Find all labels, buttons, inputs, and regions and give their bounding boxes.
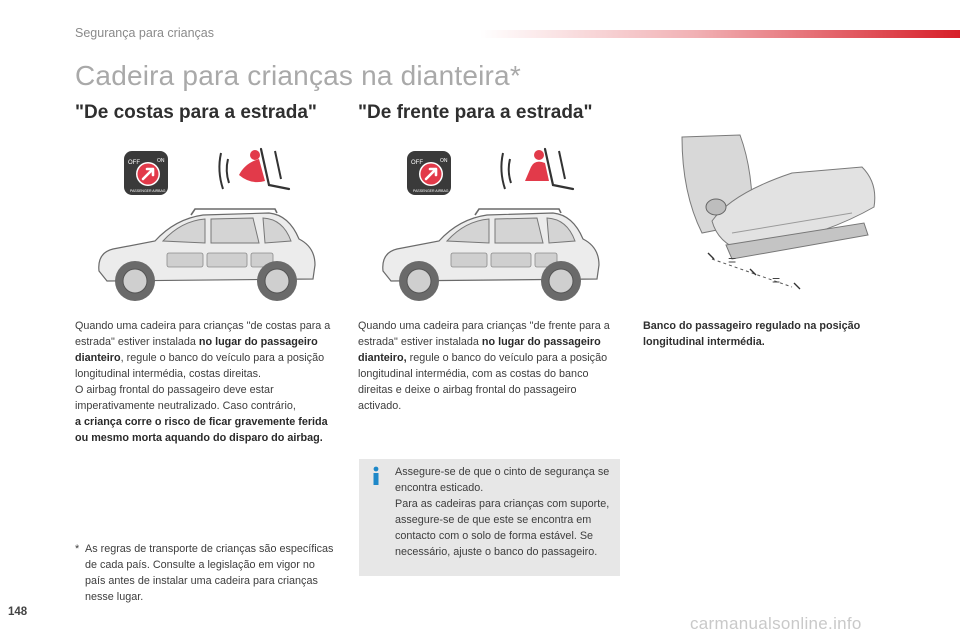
airbag-warning-text: O airbag frontal do passageiro deve estar imperativamente neutralizado. Caso contrário, — [75, 384, 296, 412]
heading-rear-facing: "De costas para a estrada" — [75, 102, 317, 123]
rear-facing-text-end: , regule o banco do veículo para a posição longitudinal intermédia, costas direitas. — [75, 352, 325, 380]
badge-off-label: OFF — [128, 160, 140, 166]
footnote-mark: * — [75, 543, 80, 555]
info-text-2: Para as cadeiras para crianças com suporte, assegure-se de que este se encontra em contacto com o solo de forma estável. Se necessário, ajuste o banco do passageiro. — [395, 498, 610, 558]
footnote — [75, 541, 337, 605]
info-icon — [369, 466, 383, 486]
forward-facing-paragraph — [358, 318, 620, 414]
seat-mark-equal-1: = — [728, 252, 737, 268]
forward-facing-text-end: regule o banco do veículo para a posição longitudinal intermédia, com as costas do banco direitas e deixe o airbag frontal do passageiro activado. — [358, 352, 608, 412]
forward-facing-seat-icon — [497, 145, 577, 197]
passenger-seat-illustration — [672, 133, 882, 293]
heading-forward-facing: "De frente para a estrada" — [358, 102, 593, 123]
rear-facing-text: Quando uma cadeira para crianças "de costas para a estrada" estiver instalada — [75, 320, 331, 348]
seat-mark-equal-2: = — [772, 272, 781, 288]
airbag-on-badge — [407, 151, 451, 195]
seat-caption: Banco do passageiro regulado na posição longitudinal intermédia. — [643, 320, 861, 348]
footnote-text: As regras de transporte de crianças são específicas de cada país. Consulte a legislação em vigor no país antes de instalar uma cadeira para crianças nesse lugar. — [85, 543, 334, 603]
badge-on-label: ON — [440, 158, 448, 164]
forward-facing-bold: no lugar do passageiro dianteiro, — [358, 336, 601, 364]
car-illustration-middle — [377, 205, 605, 305]
watermark: carmanualsonline.info — [690, 614, 862, 633]
rear-facing-paragraph — [75, 318, 337, 446]
airbag-warning-bold: a criança corre o risco de ficar gravemente ferida ou mesmo morta aquando do disparo do airbag. — [75, 416, 328, 444]
info-text-1: Assegure-se de que o cinto de segurança se encontra esticado. — [395, 466, 610, 494]
badge-airbag-label: PASSENGER AIRBAG — [413, 189, 449, 193]
header-accent-bar — [480, 30, 960, 38]
badge-off-label: OFF — [411, 160, 423, 166]
page-title: Cadeira para crianças na dianteira* — [75, 60, 521, 91]
airbag-off-badge — [124, 151, 168, 195]
forward-facing-text: Quando uma cadeira para crianças "de frente para a estrada" estiver instalada — [358, 320, 610, 348]
rear-facing-seat-icon — [215, 145, 295, 197]
badge-airbag-label: PASSENGER AIRBAG — [130, 189, 166, 193]
page-number: 148 — [8, 606, 28, 618]
section-header: Segurança para crianças — [75, 26, 214, 40]
info-text — [395, 464, 615, 560]
badge-on-label: ON — [157, 158, 165, 164]
rear-facing-bold: no lugar do passageiro dianteiro — [75, 336, 318, 364]
car-illustration-left — [93, 205, 321, 305]
